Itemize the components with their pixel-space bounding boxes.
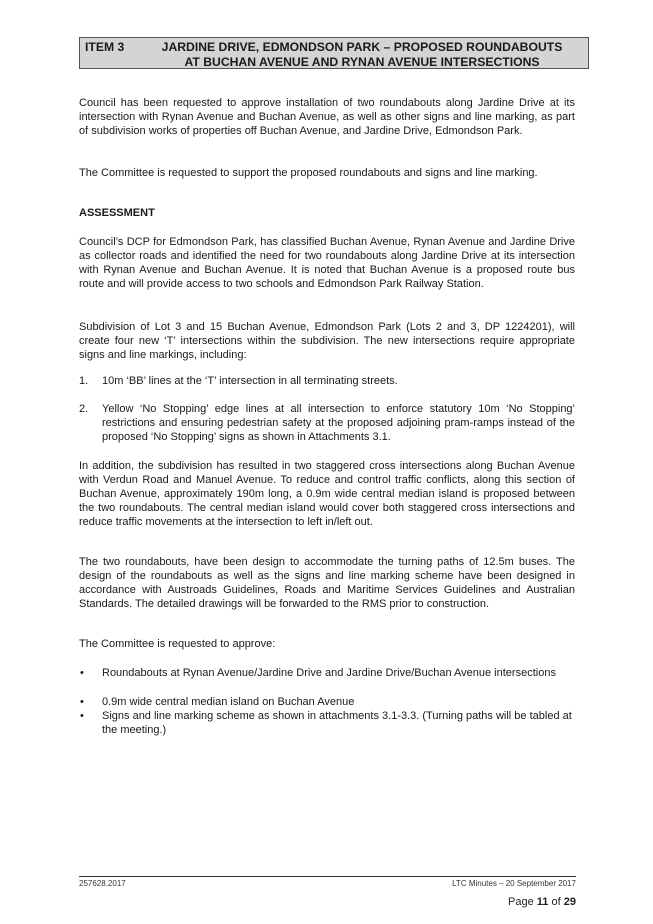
- assessment-paragraph-2: Subdivision of Lot 3 and 15 Buchan Avenue, Edmondson Park (Lots 2 and 3, DP 1224201), will create four new ‘T’ intersections within the subdivision. The new intersections require appropriate signs and line markings, including:: [79, 321, 575, 362]
- page-of: of: [551, 896, 561, 908]
- bullet-symbol: •: [80, 710, 84, 722]
- assessment-paragraph-3: In addition, the subdivision has resulted in two staggered cross intersections along Buchan Avenue with Verdun Road and Manuel Avenue. To reduce and control traffic conflicts, along this section of Buchan Avenue, approximately 190m long, a 0.9m wide central median island is proposed between the two roundabouts. The central median island would cover both staggered cross intersections and reduce traffic movements at the intersection to left in/left out.: [79, 460, 575, 529]
- assessment-heading: ASSESSMENT: [79, 207, 155, 219]
- page-number: [508, 896, 576, 908]
- footer-divider: [79, 876, 576, 877]
- assessment-paragraph-4: The two roundabouts, have been design to accommodate the turning paths of 12.5m buses. The design of the roundabouts as well as the signs and line marking scheme have been designed in accordance with Austroads Guidelines, Roads and Maritime Services Guidelines and Australian Standards. The detailed drawings will be forwarded to the RMS prior to construction.: [79, 556, 575, 611]
- numbered-item-number: 1.: [79, 375, 89, 387]
- bullet-text: Signs and line marking scheme as shown in attachments 3.1-3.3. (Turning paths will be tabled at the meeting.): [102, 710, 572, 737]
- item-heading-box: [79, 37, 589, 69]
- item-title-line-2: AT BUCHAN AVENUE AND RYNAN AVENUE INTERSECTIONS: [184, 54, 540, 69]
- bullet-symbol: •: [80, 696, 84, 708]
- bullet-text: 0.9m wide central median island on Buchan Avenue: [102, 696, 355, 708]
- page-current: 11: [536, 896, 549, 908]
- assessment-paragraph-5: The Committee is requested to approve:: [79, 638, 276, 650]
- numbered-item-text: Yellow ‘No Stopping’ edge lines at all intersection to enforce statutory 10m ‘No Stopping’ restrictions and ensuring pedestrian safety at the proposed adjoining pram-ramps instead of the proposed ‘No Stopping’ signs as shown in Attachments 3.1.: [102, 403, 575, 444]
- item-title-line-1: JARDINE DRIVE, EDMONDSON PARK – PROPOSED ROUNDABOUTS: [161, 40, 563, 54]
- bullet-text: Roundabouts at Rynan Avenue/Jardine Drive and Jardine Drive/Buchan Avenue intersections: [102, 667, 556, 679]
- page-label: Page: [508, 896, 534, 908]
- footer-minutes-date: LTC Minutes – 20 September 2017: [452, 879, 576, 888]
- bullet-symbol: •: [80, 667, 84, 679]
- footer-reference: 257628.2017: [79, 879, 126, 888]
- numbered-item-number: 2.: [79, 403, 89, 415]
- item-title: [137, 40, 587, 69]
- item-number: ITEM 3: [85, 40, 125, 54]
- intro-paragraph-1: Council has been requested to approve installation of two roundabouts along Jardine Drive at its intersection with Rynan Avenue and Buchan Avenue, as well as other signs and line marking, as part of subdivision works of properties off Buchan Avenue, and Jardine Drive, Edmondson Park.: [79, 97, 575, 138]
- intro-paragraph-2: The Committee is requested to support the proposed roundabouts and signs and line marking.: [79, 167, 538, 179]
- page-total: 29: [563, 896, 576, 908]
- assessment-paragraph-1: Council’s DCP for Edmondson Park, has classified Buchan Avenue, Rynan Avenue and Jardine Drive as collector roads and identified the need for two roundabouts along Jardine Drive at its intersection with Rynan Avenue and Buchan Avenue. It is noted that Buchan Avenue is a proposed route bus route and will provide access to two schools and Edmondson Park Railway Station.: [79, 236, 575, 291]
- numbered-item-text: 10m ‘BB’ lines at the ‘T’ intersection in all terminating streets.: [102, 375, 398, 387]
